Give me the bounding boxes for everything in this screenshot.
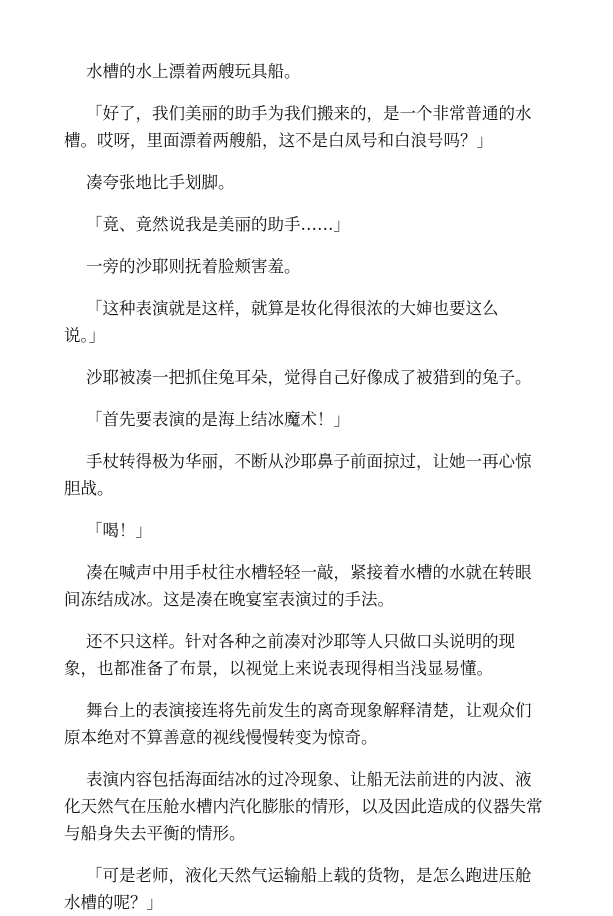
text-line: 「喝！」 [86,521,152,540]
text-line: 凑在喊声中用手杖往水槽轻轻一敲，紧接着水槽的水就在转眼 [86,563,532,582]
paragraph [64,697,549,751]
paragraph [64,862,549,916]
text-line: 「这种表演就是这样，就算是妆化得很浓的大婶也要这么 [86,299,499,318]
text-line: 「竟、竟然说我是美丽的助手……」 [86,215,350,234]
paragraph [86,211,549,238]
paragraph [86,58,549,85]
text-line: 水槽的水上漂着两艘玩具船。 [86,62,301,81]
text-line: 间冻结成冰。这是凑在晚宴室表演过的手法。 [64,590,394,609]
text-line: 手杖转得极为华丽，不断从沙耶鼻子前面掠过，让她一再心惊 [86,452,532,471]
text-line: 说。」 [64,326,106,345]
text-line: 象，也都准备了布景，以视觉上来说表现得相当浅显易懂。 [64,659,493,678]
text-line: 槽。哎呀，里面漂着两艘船，这不是白凤号和白浪号吗？」 [64,131,493,150]
paragraph [64,628,549,682]
paragraph [64,295,549,349]
text-line: 原本绝对不算善意的视线慢慢转变为惊奇。 [64,728,378,747]
text-line: 沙耶被凑一把抓住兔耳朵，觉得自己好像成了被猎到的兔子。 [86,368,532,387]
paragraph [86,253,549,280]
text-line: 与船身失去平衡的情形。 [64,824,246,843]
paragraph [86,169,549,196]
text-line: 「好了，我们美丽的助手为我们搬来的，是一个非常普通的水 [86,104,532,123]
paragraph [64,559,549,613]
text-line: 「可是老师，液化天然气运输船上载的货物，是怎么跑进压舱 [86,866,532,885]
paragraph [64,766,549,847]
text-line: 还不只这样。针对各种之前凑对沙耶等人只做口头说明的现 [86,632,515,651]
paragraph [64,448,549,502]
paragraph [64,100,549,154]
paragraph [86,364,549,391]
paragraph [86,406,549,433]
paragraph [86,517,549,544]
text-line: 一旁的沙耶则抚着脸颊害羞。 [86,257,301,276]
text-line: 凑夸张地比手划脚。 [86,173,235,192]
text-line: 「首先要表演的是海上结冰魔术！」 [86,410,350,429]
text-line: 表演内容包括海面结冰的过冷现象、让船无法前进的内波、液 [86,770,532,789]
text-line: 水槽的呢？」 [64,893,163,912]
text-line: 胆战。 [64,479,114,498]
text-line: 化天然气在压舱水槽内汽化膨胀的情形，以及因此造成的仪器失常 [64,797,543,816]
text-line: 舞台上的表演接连将先前发生的离奇现象解释清楚，让观众们 [86,701,532,720]
